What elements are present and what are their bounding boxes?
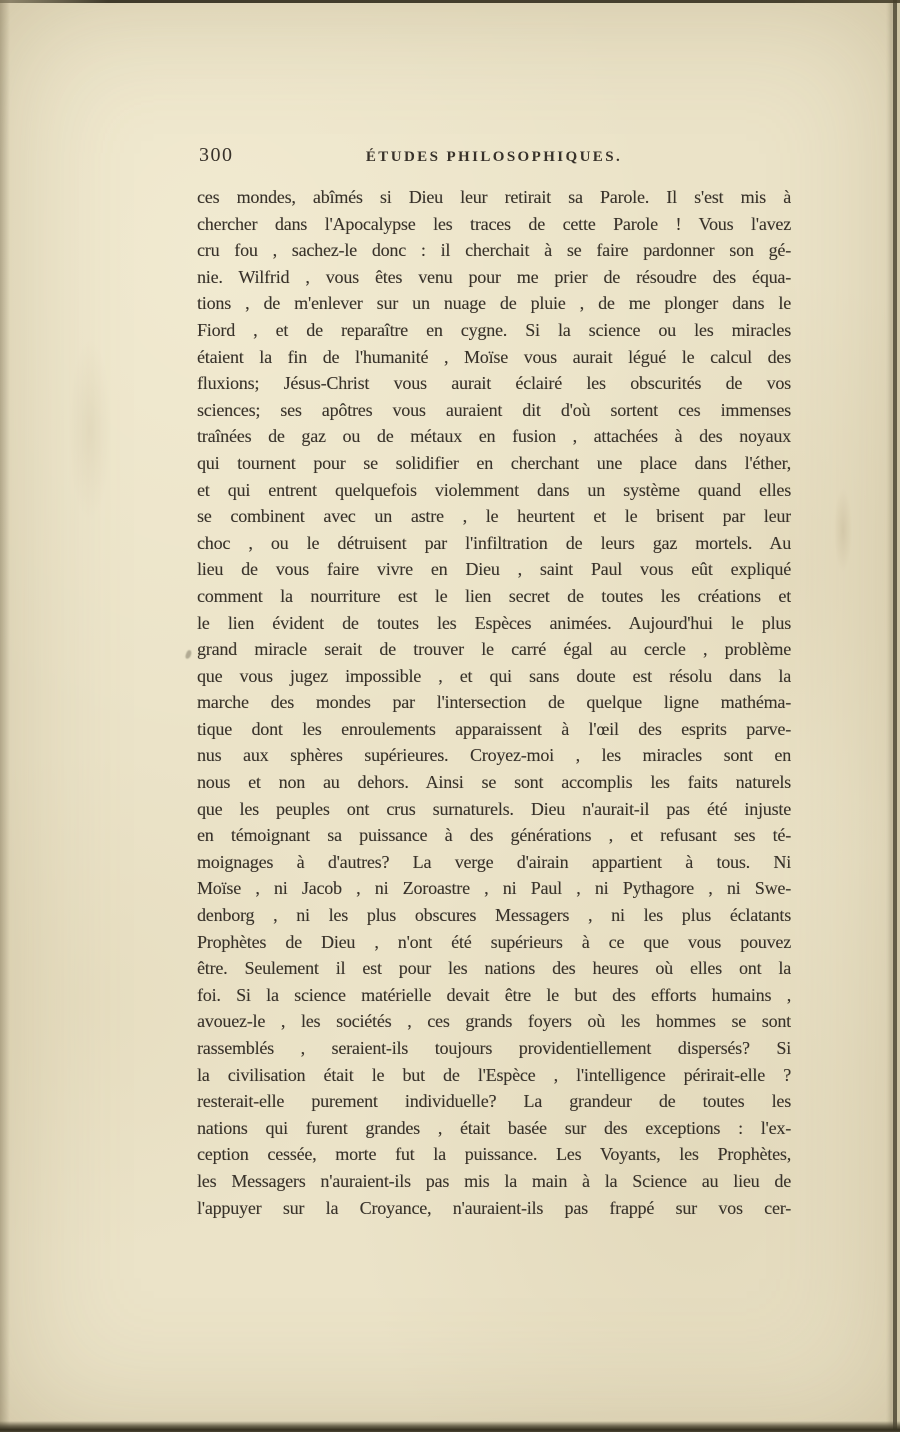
text-line: marche des mondes par l'intersection de quelque ligne mathéma- [197, 692, 791, 713]
text-line: ces mondes, abîmés si Dieu leur retirait sa Parole. Il s'est mis à [197, 187, 791, 207]
text-line: ception cessée, morte fut la puissance. Les Voyants, les Prophètes, [197, 1144, 791, 1165]
text-line: nus aux sphères supérieures. Croyez-moi , les miracles sont en [197, 745, 791, 766]
text-line: comment la nourriture est le lien secret de toutes les créations et [197, 585, 791, 606]
text-line: la civilisation était le but de l'Espèce , l'intelligence périrait-elle ? [197, 1064, 791, 1085]
text-line: rassemblés , seraient-ils toujours providentiellement dispersés? Si [197, 1038, 791, 1058]
text-line: qui tournent pour se solidifier en cherchant une place dans l'éther, [197, 452, 791, 473]
text-line: le lien évident de toutes les Espèces animées. Aujourd'hui le plus [197, 612, 791, 633]
paper-stain [60, 300, 120, 560]
page-number: 300 [199, 144, 234, 166]
text-line: Moïse , ni Jacob , ni Zoroastre , ni Paul , ni Pythagore , ni Swe- [197, 878, 791, 899]
text-line: moignages à d'autres? La verge d'airain appartient à tous. Ni [197, 851, 791, 872]
text-line: que les peuples ont crus surnaturels. Dieu n'aurait-il pas été injuste [197, 798, 791, 819]
page-header [197, 143, 791, 169]
text-line: foi. Si la science matérielle devait être le but des efforts humains , [197, 984, 791, 1005]
text-line: en témoignant sa puissance à des générations , et refusant ses té- [197, 825, 791, 846]
scan-edge-left [0, 0, 10, 1432]
text-line: tique dont les enroulements apparaissent à l'œil des esprits parve- [197, 718, 791, 739]
text-line: l'appuyer sur la Croyance, n'auraient-ils pas frappé sur vos cer- [197, 1197, 791, 1218]
text-line: nie. Wilfrid , vous êtes venu pour me prier de résoudre des équa- [197, 266, 791, 287]
text-line: être. Seulement il est pour les nations des heures où elles ont la [197, 958, 791, 979]
text-line: étaient la fin de l'humanité , Moïse vous aurait légué le calcul des [197, 346, 791, 367]
text-line: nous et non au dehors. Ainsi se sont accomplis les faits naturels [197, 772, 791, 793]
text-line: nations qui furent grandes , était basée sur des exceptions : l'ex- [197, 1117, 791, 1138]
text-line: chercher dans l'Apocalypse les traces de cette Parole ! Vous l'avez [197, 213, 791, 234]
text-line: resterait-elle purement individuelle? La grandeur de toutes les [197, 1091, 791, 1112]
text-line: choc , ou le détruisent par l'infiltration de leurs gaz mortels. Au [197, 532, 791, 553]
text-line: traînées de gaz ou de métaux en fusion , attachées à des noyaux [197, 426, 791, 447]
text-line: avouez-le , les sociétés , ces grands foyers où les hommes se sont [197, 1011, 791, 1032]
paper-stain [830, 470, 856, 590]
text-line: sciences; ses apôtres vous auraient dit d'où sortent ces immenses [197, 399, 791, 420]
text-line: tions , de m'enlever sur un nuage de pluie , de me plonger dans le [197, 293, 791, 314]
text-line: les Messagers n'auraient-ils pas mis la main à la Science au lieu de [197, 1170, 791, 1191]
scan-edge-right [893, 0, 897, 1432]
body-text [197, 184, 791, 1221]
text-line: lieu de vous faire vivre en Dieu , saint Paul vous eût expliqué [197, 559, 791, 580]
text-line: que vous jugez impossible , et qui sans doute est résolu dans la [197, 665, 791, 686]
ink-smudge [185, 649, 193, 659]
text-line: et qui entrent quelquefois violemment dans un système quand elles [197, 479, 791, 500]
text-line: fluxions; Jésus-Christ vous aurait éclairé les obscurités de vos [197, 373, 791, 394]
text-line: se combinent avec un astre , le heurtent et le brisent par leur [197, 506, 791, 527]
text-line: cru fou , sachez-le donc : il cherchait à se faire pardonner son gé- [197, 240, 791, 261]
scan-edge-top [0, 0, 900, 3]
text-line: Fiord , et de reparaître en cygne. Si la science ou les miracles [197, 319, 791, 340]
text-line: denborg , ni les plus obscures Messagers , ni les plus éclatants [197, 905, 791, 926]
running-title: ÉTUDES PHILOSOPHIQUES. [365, 149, 623, 165]
scan-edge-bottom [0, 1421, 900, 1432]
text-line: grand miracle serait de trouver le carré égal au cercle , problème [197, 639, 791, 660]
text-line: Prophètes de Dieu , n'ont été supérieurs à ce que vous pouvez [197, 931, 791, 952]
